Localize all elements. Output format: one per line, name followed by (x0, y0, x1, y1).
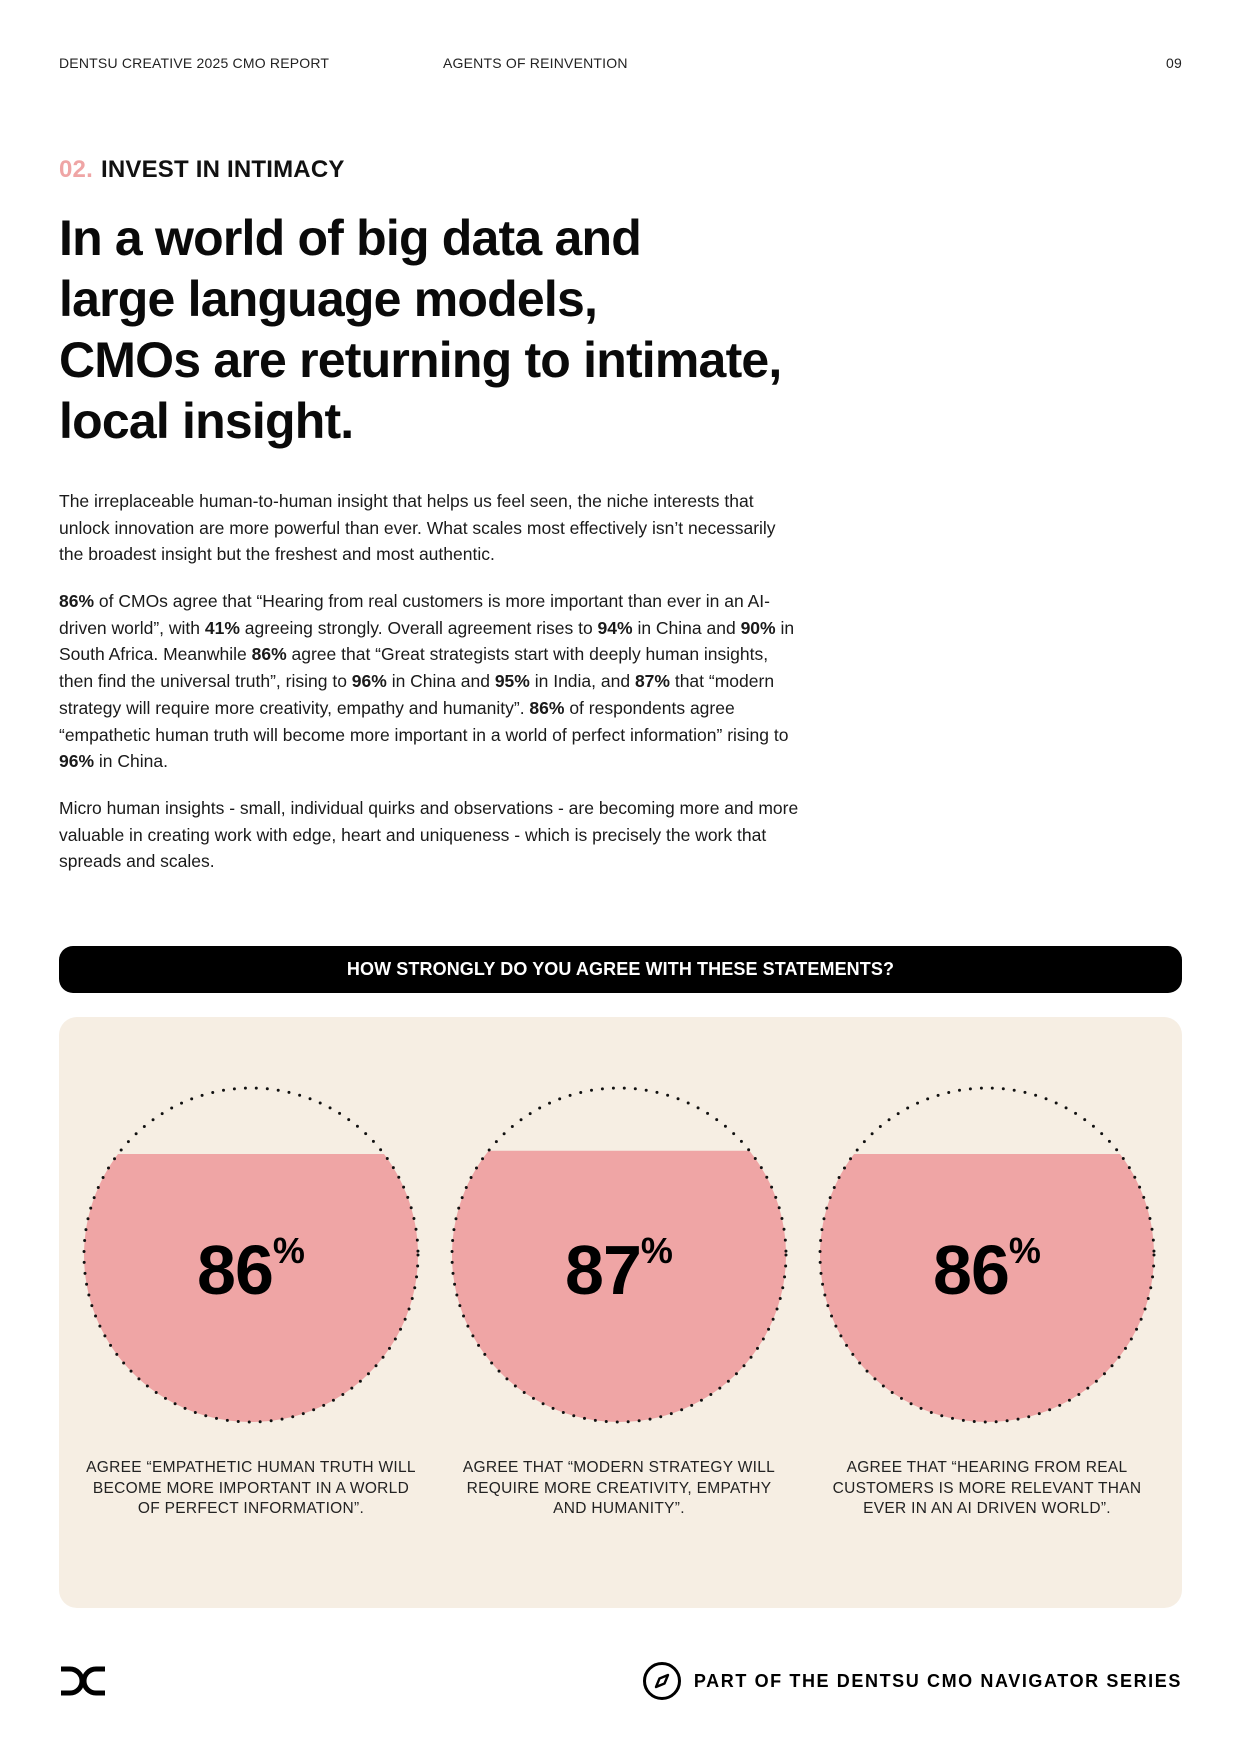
stat-highlight: 41% (204, 617, 240, 638)
paragraph-text: that “modern strategy will require more creativity, empathy and humanity”. (59, 671, 775, 718)
stat-value (817, 1230, 1157, 1309)
stat-highlight: 87% (634, 671, 670, 692)
question-banner: HOW STRONGLY DO YOU AGREE WITH THESE STATEMENTS? (59, 946, 1182, 993)
paragraph-text: agree that “Great strategists start with deeply human insights, then find the universal truth”, rising to (59, 644, 769, 692)
report-section-name: AGENTS OF REINVENTION (443, 55, 628, 71)
stat-highlight: 86% (529, 697, 565, 718)
report-title: DENTSU CREATIVE 2025 CMO REPORT (59, 55, 330, 71)
compass-icon (642, 1661, 682, 1701)
paragraph-text: of CMOs agree that “Hearing from real customers is more important than ever in an AI-driven world”, with (59, 591, 770, 638)
paragraph-text: in China and (386, 671, 495, 692)
stat-highlight: 86% (59, 591, 95, 611)
section-label (59, 156, 345, 184)
stat-caption: AGREE THAT “HEARING FROM REAL CUSTOMERS IS MORE RELEVANT THAN EVER IN AN AI DRIVEN WORLD”. (832, 1459, 1142, 1518)
stat-circle-2 (449, 1085, 789, 1425)
stat-caption: AGREE “EMPATHETIC HUMAN TRUTH WILL BECOME MORE IMPORTANT IN A WORLD OF PERFECT INFORMATION”. (86, 1459, 416, 1518)
section-title: INVEST IN INTIMACY (100, 156, 345, 183)
stat-caption: AGREE THAT “MODERN STRATEGY WILL REQUIRE MORE CREATIVITY, EMPATHY AND HUMANITY”. (462, 1459, 776, 1518)
section-number: 02. (59, 156, 93, 183)
stat-unit: % (1008, 1230, 1041, 1271)
headline-line: large language models, (59, 271, 598, 327)
paragraph-text: in India, and (529, 671, 635, 692)
paragraph-text: agreeing strongly. Overall agreement rises to (239, 617, 598, 638)
series-label: PART OF THE DENTSU CMO NAVIGATOR SERIES (693, 1670, 1182, 1691)
stat-highlight: 86% (251, 644, 287, 665)
stat-number: 87 (565, 1231, 641, 1309)
stat-number: 86 (933, 1231, 1009, 1309)
paragraph-text: of respondents agree “empathetic human truth will become more important in a world of perfect information” rising to (59, 697, 789, 745)
headline-line: CMOs are returning to intimate, (59, 332, 782, 388)
stat-highlight: 95% (494, 671, 530, 692)
paragraph-text: in China and (632, 617, 741, 638)
intro-paragraph: The irreplaceable human-to-human insight that helps us feel seen, the niche interests that unlock innovation are more powerful than ever. What scales most effectively isn’t necessarily the broadest insight but the freshest and most authentic. (59, 491, 776, 565)
headline-line: local insight. (59, 393, 354, 449)
paragraph-text: in China. (94, 751, 168, 772)
stat-value (449, 1230, 789, 1309)
closing-paragraph: Micro human insights - small, individual quirks and observations - are becoming more and more valuable in creating work with edge, heart and uniqueness - which is precisely the work that spreads and scales. (59, 798, 799, 872)
footer-series (642, 1659, 1182, 1703)
dentsu-creative-logo-icon (59, 1666, 107, 1696)
stat-value (81, 1230, 421, 1309)
stat-number: 86 (197, 1231, 273, 1309)
stat-highlight: 90% (740, 617, 776, 638)
stat-highlight: 96% (59, 751, 95, 772)
stat-circle-3 (817, 1085, 1157, 1425)
stat-circle-1 (81, 1085, 421, 1425)
page-headline (59, 208, 819, 452)
stats-paragraph (59, 588, 799, 775)
stat-unit: % (640, 1230, 673, 1271)
paragraph-text: in South Africa. Meanwhile (59, 617, 795, 665)
stat-highlight: 96% (351, 671, 387, 692)
stat-highlight: 94% (597, 617, 633, 638)
headline-line: In a world of big data and (59, 210, 641, 266)
stat-unit: % (272, 1230, 305, 1271)
page-number: 09 (1166, 55, 1182, 71)
